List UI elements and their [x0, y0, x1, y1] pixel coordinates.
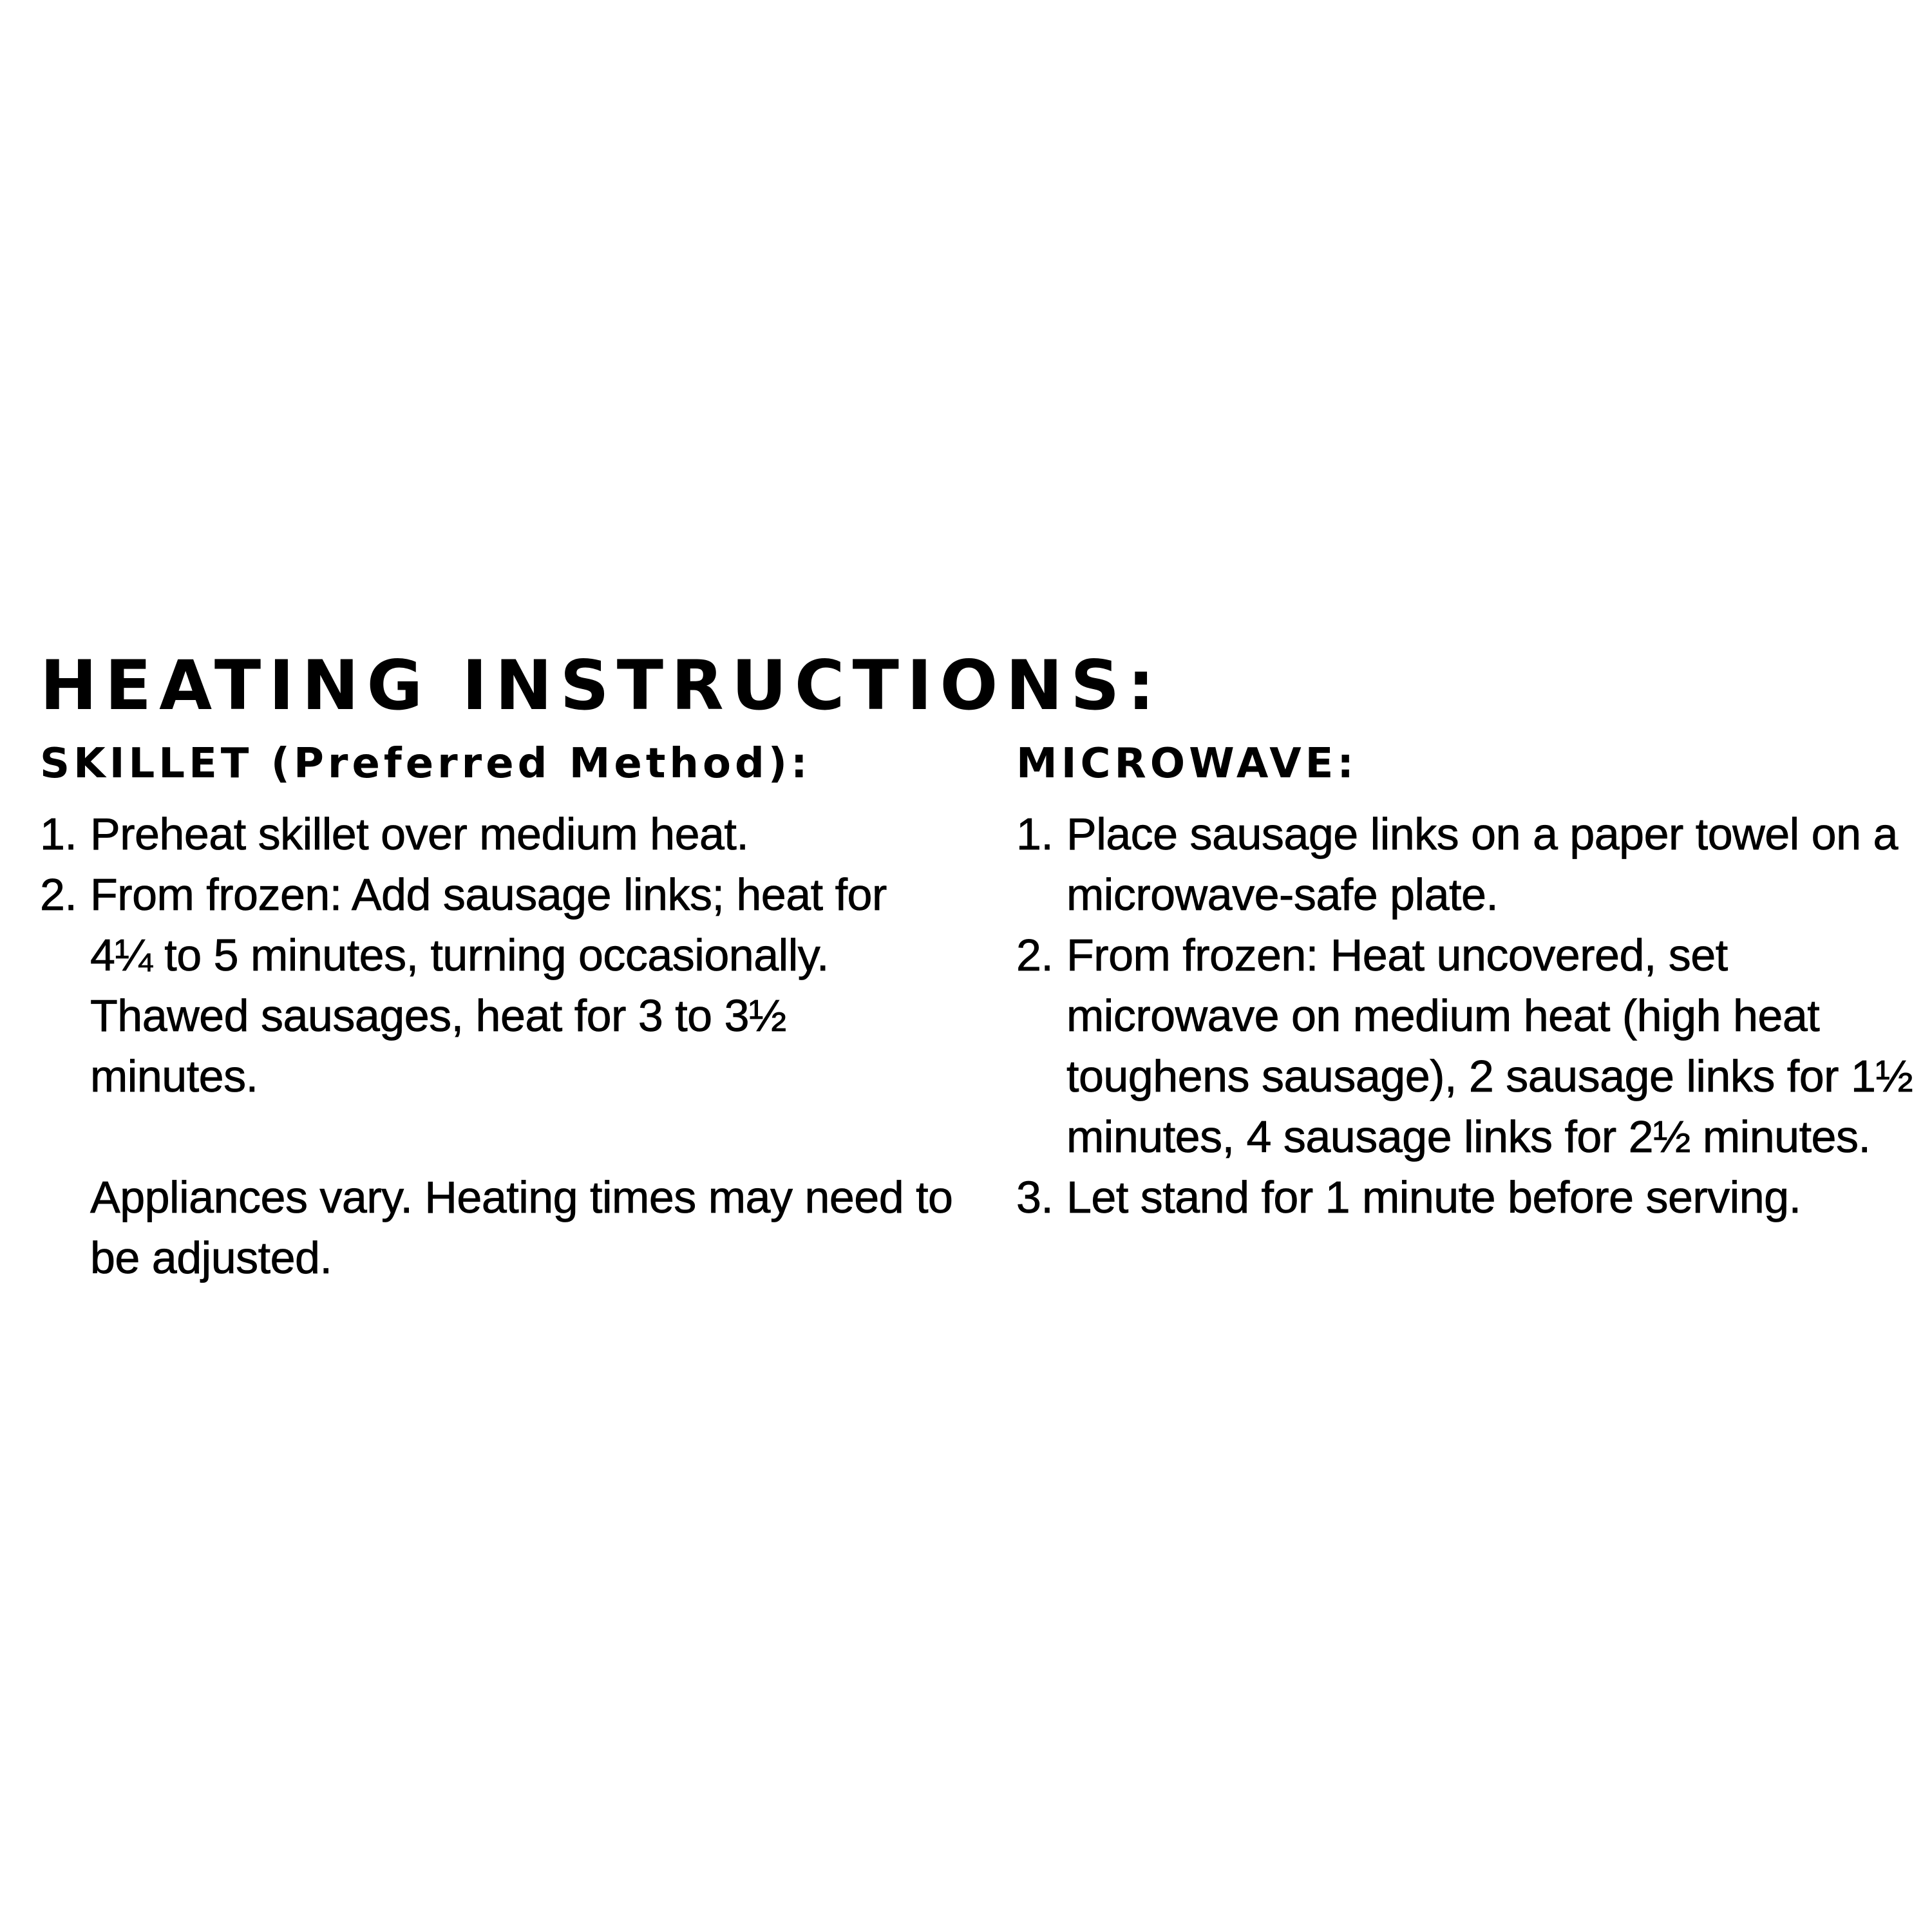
- microwave-heading: MICROWAVE:: [1016, 740, 1358, 788]
- microwave-steps: [1016, 804, 1924, 1227]
- step-number: 2.: [1016, 929, 1054, 980]
- microwave-step-1: [1016, 804, 1924, 925]
- skillet-step-1: [40, 804, 954, 864]
- step-number: 1.: [1016, 808, 1054, 859]
- step-text: Place sausage links on a paper towel on a microwave-safe plate.: [1066, 808, 1898, 920]
- skillet-step-2: [40, 864, 954, 1106]
- step-text: Preheat skillet over medium heat.: [90, 808, 749, 859]
- step-text: Let stand for 1 minute before serving.: [1066, 1171, 1801, 1222]
- microwave-section: [1016, 741, 1924, 1227]
- microwave-step-2: [1016, 925, 1924, 1167]
- page-title: HEATING INSTRUCTIONS:: [40, 646, 1162, 725]
- skillet-heading: SKILLET (Preferred Method):: [40, 740, 811, 788]
- step-number: 3.: [1016, 1171, 1054, 1222]
- skillet-section: [40, 741, 954, 1288]
- step-number: 2.: [40, 869, 77, 920]
- microwave-step-3: [1016, 1167, 1924, 1227]
- step-text: From frozen: Heat uncovered, set microwave on medium heat (high heat toughens sausage), 2 sausage links for 1½ minutes, 4 sausage links for 2½ minutes.: [1066, 929, 1913, 1162]
- skillet-steps: [40, 804, 954, 1106]
- step-text: From frozen: Add sausage links; heat for 4¼ to 5 minutes, turning occasionally. Thawed sausages, heat for 3 to 3½ minutes.: [90, 869, 887, 1101]
- appliance-note: Appliances vary. Heating times may need to be adjusted.: [90, 1171, 953, 1283]
- step-number: 1.: [40, 808, 77, 859]
